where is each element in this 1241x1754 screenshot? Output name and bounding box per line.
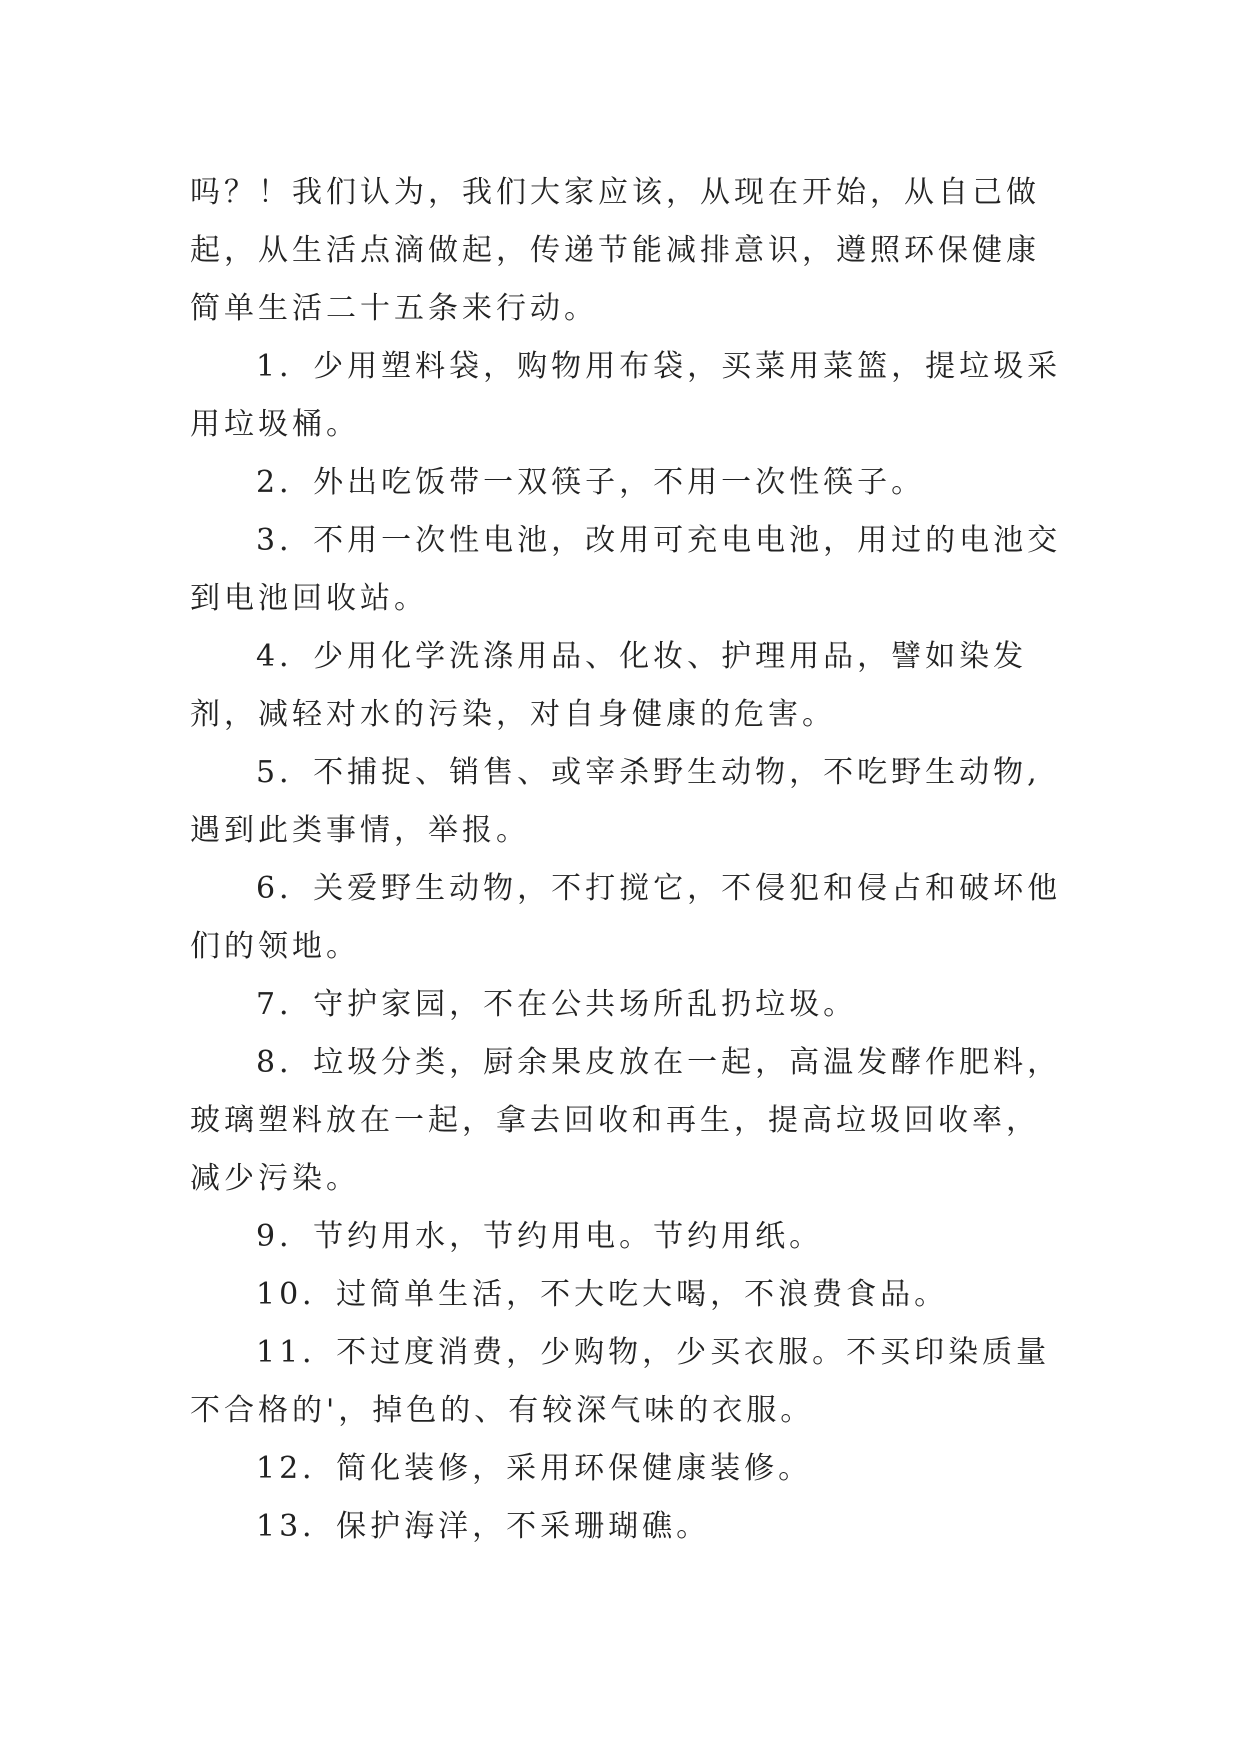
list-item-13: 13．保护海洋，不采珊瑚礁。 bbox=[256, 1509, 711, 1544]
list-item-3: 3．不用一次性电池，改用可充电电池，用过的电池交到电池回收站。 bbox=[190, 523, 1062, 616]
list-item-7: 7．守护家园，不在公共场所乱扔垃圾。 bbox=[256, 987, 858, 1022]
list-item-9: 9．节约用水，节约用电。节约用纸。 bbox=[256, 1219, 824, 1254]
list-item-8: 8．垃圾分类，厨余果皮放在一起，高温发酵作肥料，玻璃塑料放在一起，拿去回收和再生，提高垃圾回收率，减少污染。 bbox=[190, 1045, 1062, 1196]
list-item-5: 5．不捕捉、销售、或宰杀野生动物，不吃野生动物,遇到此类事情，举报。 bbox=[190, 755, 1041, 848]
list-item-11: 11．不过度消费，少购物，少买衣服。不买印染质量不合格的'，掉色的、有较深气味的衣服。 bbox=[190, 1335, 1051, 1428]
paragraph-intro: 吗？！我们认为，我们大家应该，从现在开始，从自己做起，从生活点滴做起，传递节能减排意识，遵照环保健康简单生活二十五条来行动。 bbox=[190, 175, 1040, 326]
list-item-1: 1．少用塑料袋，购物用布袋，买菜用菜篮，提垃圾采用垃圾桶。 bbox=[190, 349, 1062, 442]
list-item-10: 10．过简单生活，不大吃大喝，不浪费食品。 bbox=[256, 1277, 949, 1312]
list-item-4: 4．少用化学洗涤用品、化妆、护理用品，譬如染发剂，减轻对水的污染，对自身健康的危害。 bbox=[190, 639, 1028, 732]
list-item-6: 6．关爱野生动物，不打搅它，不侵犯和侵占和破坏他们的领地。 bbox=[190, 871, 1062, 964]
list-item-12: 12．简化装修，采用环保健康装修。 bbox=[256, 1451, 813, 1486]
document-body bbox=[190, 164, 1070, 1556]
list-item-2: 2．外出吃饭带一双筷子，不用一次性筷子。 bbox=[256, 465, 926, 500]
